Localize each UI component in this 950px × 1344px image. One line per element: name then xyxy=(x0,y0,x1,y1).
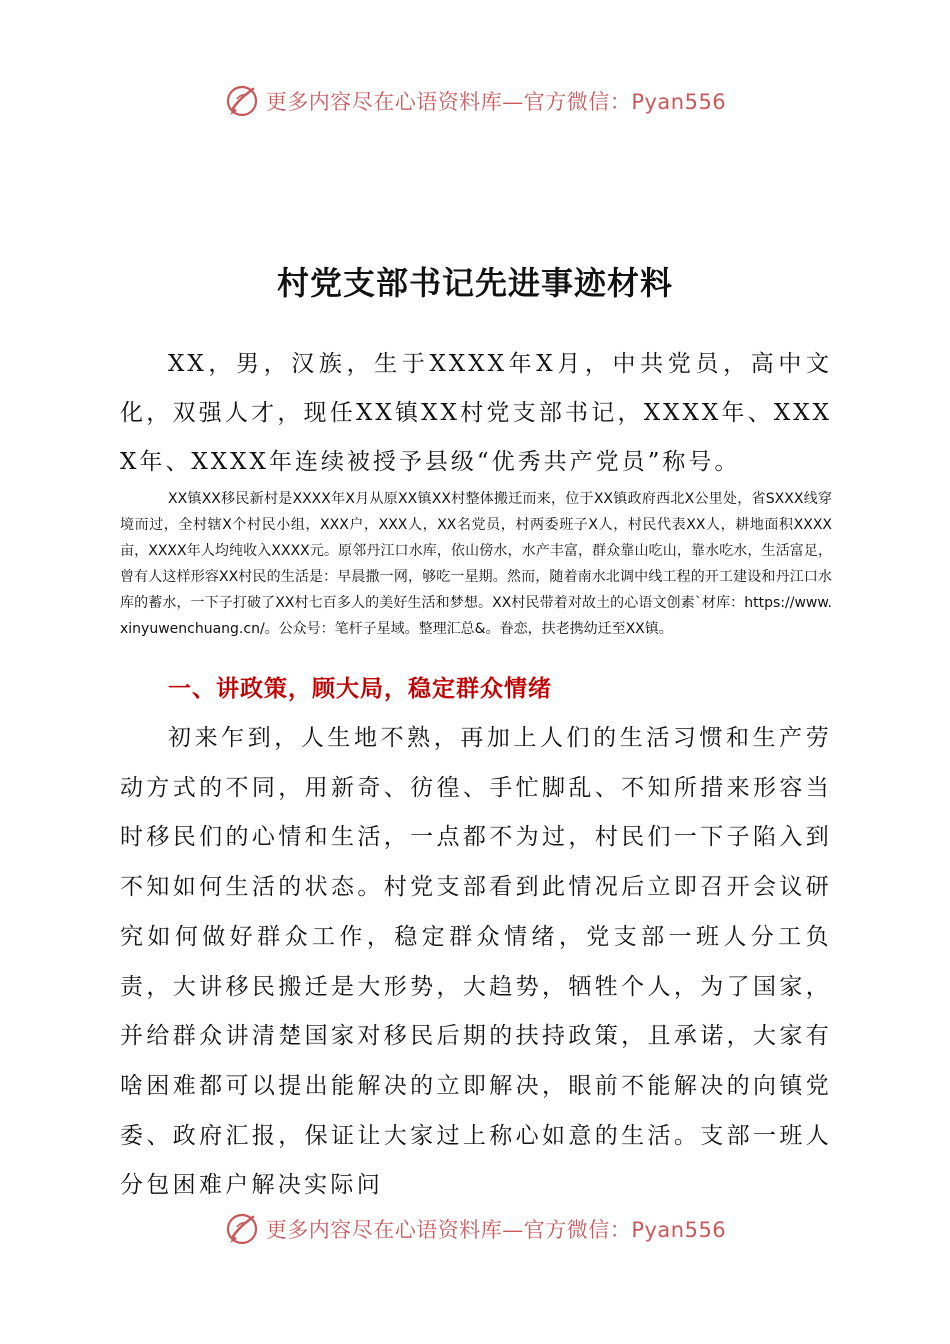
watermark-text: 更多内容尽在心语资料库—官方微信：Pyan556 xyxy=(265,1218,727,1242)
watermark-text: 更多内容尽在心语资料库—官方微信：Pyan556 xyxy=(265,90,727,114)
document-title: 村党支部书记先进事迹材料 xyxy=(276,264,673,302)
watermark-wechat-id: Pyan556 xyxy=(631,90,727,114)
background-paragraph: XX镇XX移民新村是XXXX年X月从原XX镇XX村整体搬迁而来，位于XX镇政府西北X公里处，省SXXX线穿境而过，全村辖X个村民小组，XXX户，XXX人，XX名党员，村两委班子X人，村民代表XX人，耕地面积XXXX亩，XXXX年人均纯收入XXXX元。原邻丹江口水库，依山傍水，水产丰富，群众靠山吃山，靠水吃水，生活富足，曾有人这样形容XX村民的生活是：早晨撒一网，够吃一星期。然而，随着南水北调中线工程的开工建设和丹江口水库的蓄水，一下子打破了XX村七百多人的美好生活和梦想。XX村民带着对故土的心语文创素`材库：https://www.xinyuwenchuang.cn/。公众号：笔杆子星域。整理汇总&。眷恋，扶老携幼迁至XX镇。 xyxy=(120,491,832,637)
watermark-banner-top xyxy=(0,79,950,123)
watermark-wechat-id: Pyan556 xyxy=(631,1218,727,1242)
pen-circle-logo-icon xyxy=(224,83,260,119)
intro-paragraph: XX，男，汉族，生于XXXX年X月，中共党员，高中文化，双强人才，现任XX镇XX村党支部书记，XXXX年、XXXX年、XXXX年连续被授予县级“优秀共产党员”称号。 xyxy=(120,351,832,475)
pen-circle-logo-icon xyxy=(224,1211,260,1247)
section-1-paragraph: 初来乍到，人生地不熟，再加上人们的生活习惯和生产劳动方式的不同，用新奇、彷徨、手忙脚乱、不知所措来形容当时移民们的心情和生活，一点都不为过，村民们一下子陷入到不知如何生活的状态。村党支部看到此情况后立即召开会议研究如何做好群众工作，稳定群众情绪，党支部一班人分工负责，大讲移民搬迁是大形势，大趋势，牺牲个人，为了国家，并给群众讲清楚国家对移民后期的扶持政策，且承诺，大家有啥困难都可以提出能解决的立即解决，眼前不能解决的向镇党委、政府汇报，保证让大家过上称心如意的生活。支部一班人分包困难户解决实际问 xyxy=(120,725,832,1199)
watermark-banner-bottom xyxy=(0,1207,950,1251)
section-1-heading: 一、讲政策，顾大局，稳定群众情绪 xyxy=(168,676,552,702)
